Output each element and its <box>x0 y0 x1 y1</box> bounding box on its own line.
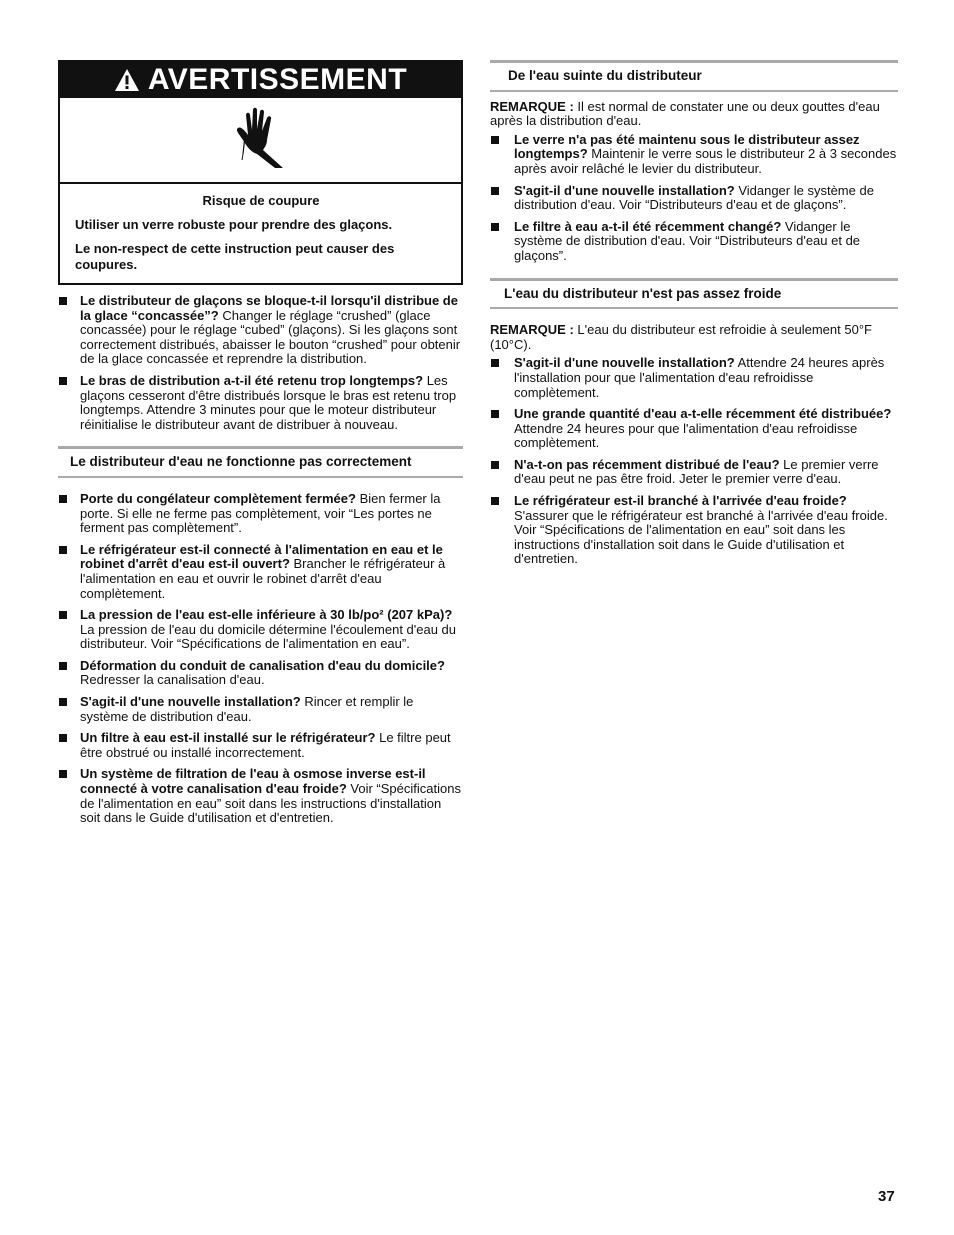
list-item: S'agit-il d'une nouvelle installation? Vidanger le système de distribution d'eau. Voir “Distributeurs d'eau et de glaçons”. <box>490 184 898 213</box>
cut-hazard-area <box>60 98 461 184</box>
page-number: 37 <box>878 1188 895 1205</box>
section-heading-dripping: De l'eau suinte du distributeur <box>490 60 898 92</box>
list-item: Un système de filtration de l'eau à osmose inverse est-il connecté à votre canalisation d'eau froide? Voir “Spécifications de l'alimentation en eau” soit dans les instructions d'installation soit dans le Guide d'utilisation et d'entretien. <box>58 767 463 825</box>
remark-dripping: REMARQUE : Il est normal de constater une ou deux gouttes d'eau après la distribution d'eau. <box>490 98 880 129</box>
dripping-list <box>490 133 898 264</box>
remark-not-cold: REMARQUE : L'eau du distributeur est refroidie à seulement 50°F (10°C). <box>490 322 872 352</box>
section-heading-not-cold: L'eau du distributeur n'est pas assez froide <box>490 278 898 310</box>
warning-box <box>58 60 463 285</box>
list-item: Porte du congélateur complètement fermée? Bien fermer la porte. Si elle ne ferme pas complètement, voir “Les portes ne ferment pas complètement”. <box>58 492 463 536</box>
list-item: Déformation du conduit de canalisation d'eau du domicile? Redresser la canalisation d'eau. <box>58 659 463 688</box>
warning-header <box>60 62 461 98</box>
section-heading-water-dispenser: Le distributeur d'eau ne fonctionne pas correctement <box>58 446 463 478</box>
hand-cut-icon <box>229 106 293 174</box>
list-item: Le bras de distribution a-t-il été retenu trop longtemps? Les glaçons cesseront d'être distribués lorsque le bras est retenu trop longtemps. Attendre 3 minutes pour que le moteur distributeur réinitialise le distributeur avant de distribuer à nouveau. <box>58 374 463 432</box>
list-item: Le verre n'a pas été maintenu sous le distributeur assez longtemps? Maintenir le verre sous le distributeur 2 à 3 secondes après avoir relâché le levier du distributeur. <box>490 133 898 177</box>
right-column <box>490 60 898 574</box>
water-dispenser-list <box>58 492 463 826</box>
warning-instruction: Utiliser un verre robuste pour prendre des glaçons. <box>75 217 393 232</box>
list-item: Le filtre à eau a-t-il été récemment changé? Vidanger le système de distribution d'eau. Voir “Distributeurs d'eau et de glaçons”. <box>490 220 898 264</box>
list-item: S'agit-il d'une nouvelle installation? Rincer et remplir le système de distribution d'eau. <box>58 695 463 724</box>
list-item: Une grande quantité d'eau a-t-elle récemment été distribuée? Attendre 24 heures pour que l'alimentation d'eau refroidisse complètement. <box>490 407 898 451</box>
warning-body <box>60 184 461 283</box>
warning-triangle-icon <box>114 68 140 92</box>
not-cold-list <box>490 356 898 567</box>
list-item: La pression de l'eau est-elle inférieure à 30 lb/po² (207 kPa)? La pression de l'eau du domicile détermine l'écoulement d'eau du distributeur. Voir “Spécifications de l'alimentation en eau”. <box>58 608 463 652</box>
warning-risk: Risque de coupure <box>202 193 320 208</box>
list-item: Le distributeur de glaçons se bloque-t-il lorsqu'il distribue de la glace “concassée”? Changer le réglage “crushed” (glace concassée) pour le réglage “cubed” (glaçons). Si les glaçons sont correctement distribués, abaisser le bouton “crushed” pour obtenir de la glace concassée et reprendre la distribution. <box>58 294 463 367</box>
list-item: S'agit-il d'une nouvelle installation? Attendre 24 heures après l'installation pour que l'alimentation d'eau refroidisse complètement. <box>490 356 898 400</box>
warning-consequence: Le non-respect de cette instruction peut causer des coupures. <box>75 241 395 272</box>
warning-title: AVERTISSEMENT <box>147 62 408 96</box>
list-item: Le réfrigérateur est-il branché à l'arrivée d'eau froide? S'assurer que le réfrigérateur est branché à l'arrivée d'eau froide. Voir “Spécifications de l'alimentation en eau” soit dans les instructions d'installation soit dans le Guide d'utilisation et d'entretien. <box>490 494 898 567</box>
list-item: Le réfrigérateur est-il connecté à l'alimentation en eau et le robinet d'arrêt d'eau est-il ouvert? Brancher le réfrigérateur à l'alimentation en eau et ouvrir le robinet d'arrêt d'eau complètement. <box>58 543 463 601</box>
left-column <box>58 60 463 833</box>
list-item: N'a-t-on pas récemment distribué de l'eau? Le premier verre d'eau peut ne pas être froid. Jeter le premier verre d'eau. <box>490 458 898 487</box>
ice-dispenser-list <box>58 294 463 432</box>
list-item: Un filtre à eau est-il installé sur le réfrigérateur? Le filtre peut être obstrué ou installé incorrectement. <box>58 731 463 760</box>
